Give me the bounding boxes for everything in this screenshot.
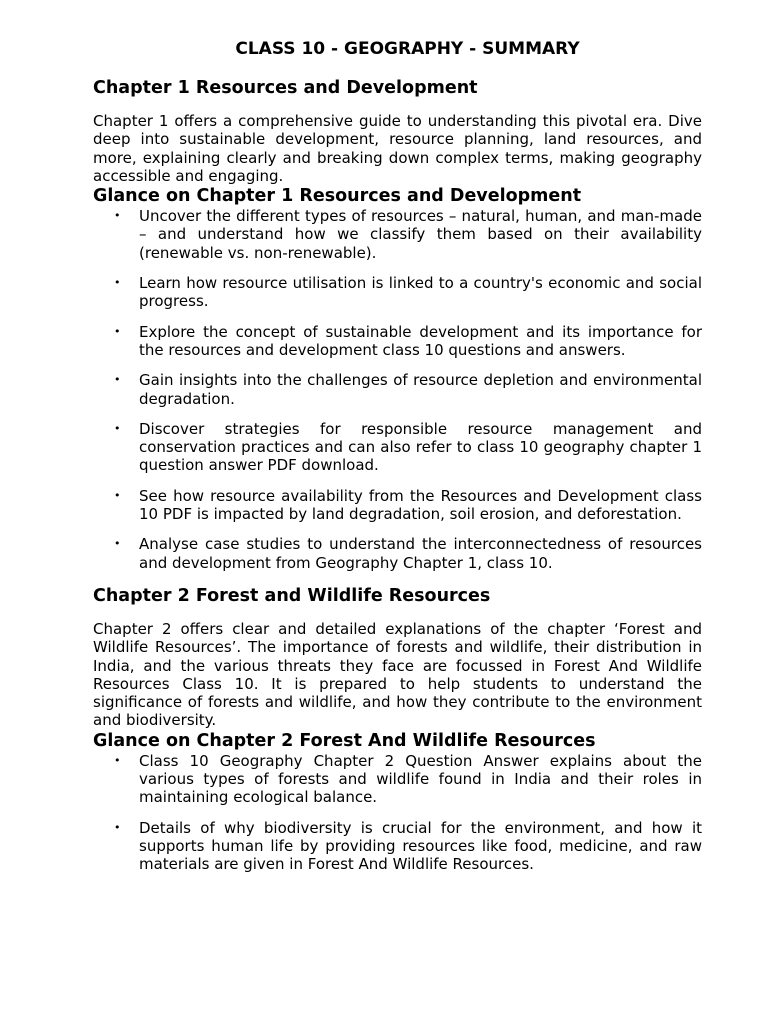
chapter-1-intro: Chapter 1 offers a comprehensive guide to understanding this pivotal era. Dive deep into sustainable development, resource planning, land resources, and more, explaining clearly and breaking down complex terms, making geography accessible and engaging. [93,112,702,185]
bullet-icon: • [114,276,121,290]
document-title: CLASS 10 - GEOGRAPHY - SUMMARY [235,39,580,59]
list-item-text: Explore the concept of sustainable development and its importance for the resources and development class 10 questions and answers. [139,322,702,359]
list-item-text: Class 10 Geography Chapter 2 Question Answer explains about the various types of forests and wildlife found in India and their roles in maintaining ecological balance. [139,751,702,807]
list-item [93,323,702,360]
list-item-text: Details of why biodiversity is crucial for the environment, and how it supports human life by providing resources like food, medicine, and raw materials are given in Forest And Wildlife Resources. [139,818,702,874]
bullet-icon: • [114,820,121,834]
chapter-2-heading: Chapter 2 Forest and Wildlife Resources [93,585,491,606]
chapter-2-glance-heading: Glance on Chapter 2 Forest And Wildlife Resources [93,730,596,751]
chapter-2-intro: Chapter 2 offers clear and detailed explanations of the chapter ‘Forest and Wildlife Resources’. The importance of forests and wildlife, their distribution in India, and the various threats they face are focussed in Forest And Wildlife Resources Class 10. It is prepared to help students to understand the significance of forests and wildlife, and how they contribute to the environment and biodiversity. [93,619,702,730]
chapter-1-glance-heading: Glance on Chapter 1 Resources and Development [93,186,582,207]
chapter-1-section [93,76,702,572]
chapter-2-bullet-list [93,752,702,874]
list-item-text: Discover strategies for responsible resource management and conservation practices and can also refer to class 10 geography chapter 1 question answer PDF download. [139,419,702,475]
bullet-icon: • [114,753,121,767]
list-item [93,819,702,874]
list-item [93,371,702,408]
bullet-icon: • [114,373,121,387]
bullet-icon: • [114,488,121,502]
list-item-text: Analyse case studies to understand the interconnectedness of resources and development from Geography Chapter 1, class 10. [139,535,702,572]
chapter-1-heading: Chapter 1 Resources and Development [93,78,478,98]
list-item-text: Gain insights into the challenges of resource depletion and environmental degradation. [139,371,702,408]
list-item-text: See how resource availability from the Resources and Development class 10 PDF is impacted by land degradation, soil erosion, and deforestation. [139,486,702,524]
list-item [93,420,702,475]
list-item [93,535,702,572]
list-item [93,752,702,807]
list-item [93,274,702,311]
list-item [93,487,702,524]
bullet-icon: • [114,421,121,435]
chapter-1-bullet-list [93,207,702,572]
list-item [93,207,702,262]
bullet-icon: • [114,209,121,223]
bullet-icon: • [114,537,121,551]
list-item-text: Learn how resource utilisation is linked to a country's economic and social progress. [139,274,702,311]
chapter-2-section [93,584,702,874]
bullet-icon: • [114,324,121,338]
list-item-text: Uncover the different types of resources – natural, human, and man-made – and understand how we classify them based on their availability (renewable vs. non-renewable). [139,207,702,262]
